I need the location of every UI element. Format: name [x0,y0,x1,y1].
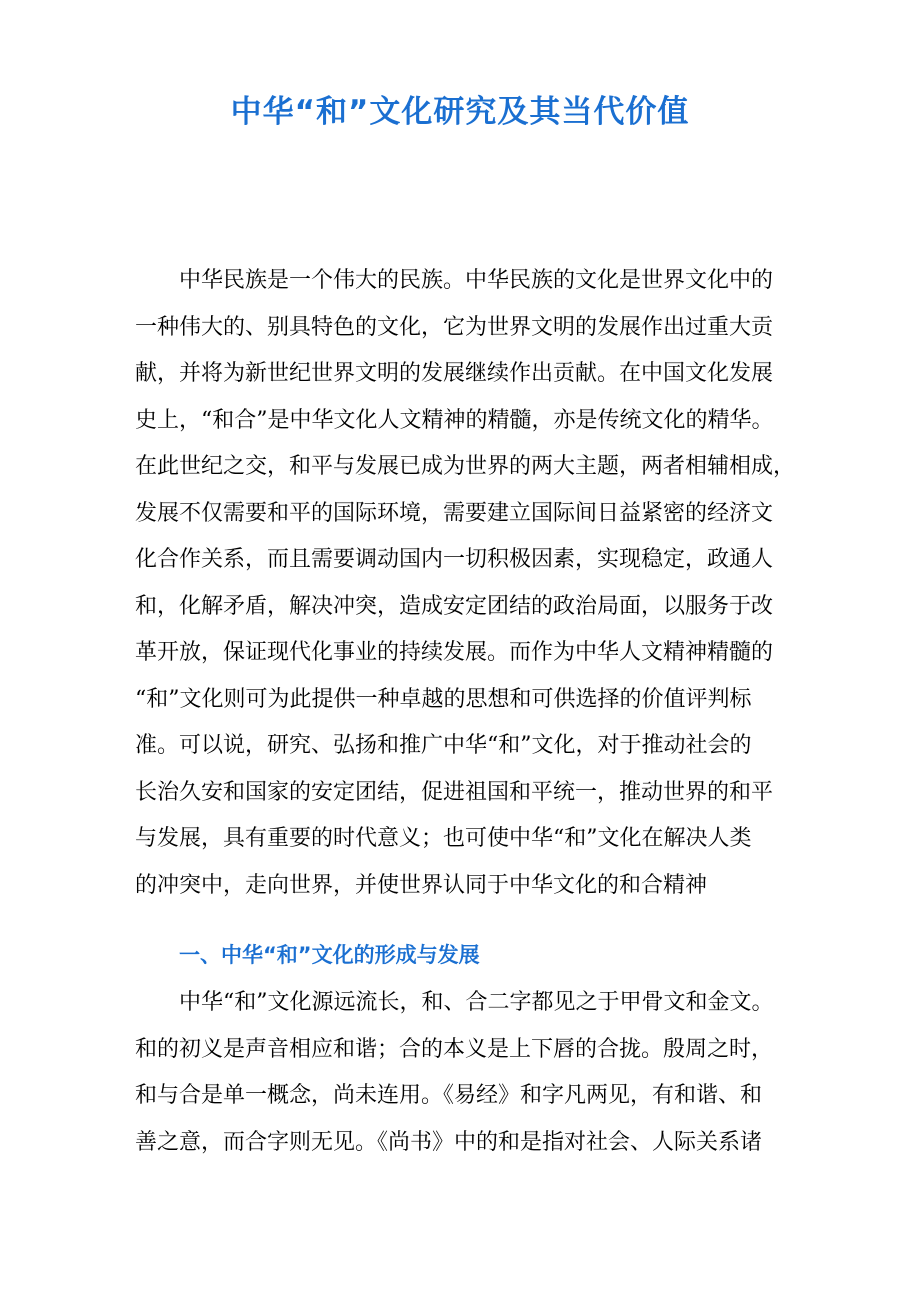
paragraph-line: 善之意，而合字则无见。《尚书》中的和是指对社会、人际关系诸 [135,1129,763,1155]
paragraph-line: 化合作关系，而且需要调动国内一切积极因素，实现稳定，政通人 [135,547,774,572]
paragraph-line: 与发展，具有重要的时代意义；也可使中华“和”文化在解决人类 [135,826,752,851]
section-heading: 一、中华“和”文化的形成与发展 [179,943,480,967]
paragraph-section1 [135,980,795,1166]
paragraph-intro [135,258,795,909]
paragraph-line: 和的初义是声音相应和谐；合的本义是上下唇的合拢。殷周之时， [135,1036,774,1062]
paragraph-line: “和”文化则可为此提供一种卓越的思想和可供选择的价值评判标 [135,686,752,712]
paragraph-line: 献，并将为新世纪世界文明的发展继续作出贡献。在中国文化发展 [135,361,774,386]
document-title: 中华“和”文化研究及其当代价值 [230,94,690,130]
paragraph-line: 革开放，保证现代化事业的持续发展。而作为中华人文精神精髓的 [135,640,774,665]
paragraph-line: 中华民族是一个伟大的民族。中华民族的文化是世界文化中的 [179,268,774,293]
paragraph-line: 和与合是单一概念，尚未连用。《易经》和字凡两见，有和谐、和 [135,1083,763,1108]
paragraph-line: 长治久安和国家的安定团结，促进祖国和平统一，推动世界的和平 [135,779,774,805]
paragraph-line: 在此世纪之交，和平与发展已成为世界的两大主题，两者相辅相成， [135,454,796,479]
paragraph-line: 和，化解矛盾，解决冲突，造成安定团结的政治局面，以服务于改 [135,593,774,619]
paragraph-line: 的冲突中，走向世界，并使世界认同于中华文化的和合精神 [135,872,708,898]
paragraph-line: 准。可以说，研究、弘扬和推广中华“和”文化，对于推动社会的 [135,733,752,758]
paragraph-line: 史上，“和合”是中华文化人文精神的精髓，亦是传统文化的精华。 [135,407,774,433]
paragraph-line: 发展不仅需要和平的国际环境，需要建立国际间日益紧密的经济文 [135,500,774,526]
paragraph-line: 中华“和”文化源远流长，和、合二字都见之于甲骨文和金文。 [179,990,774,1015]
paragraph-line: 一种伟大的、别具特色的文化，它为世界文明的发展作出过重大贡 [135,314,774,340]
